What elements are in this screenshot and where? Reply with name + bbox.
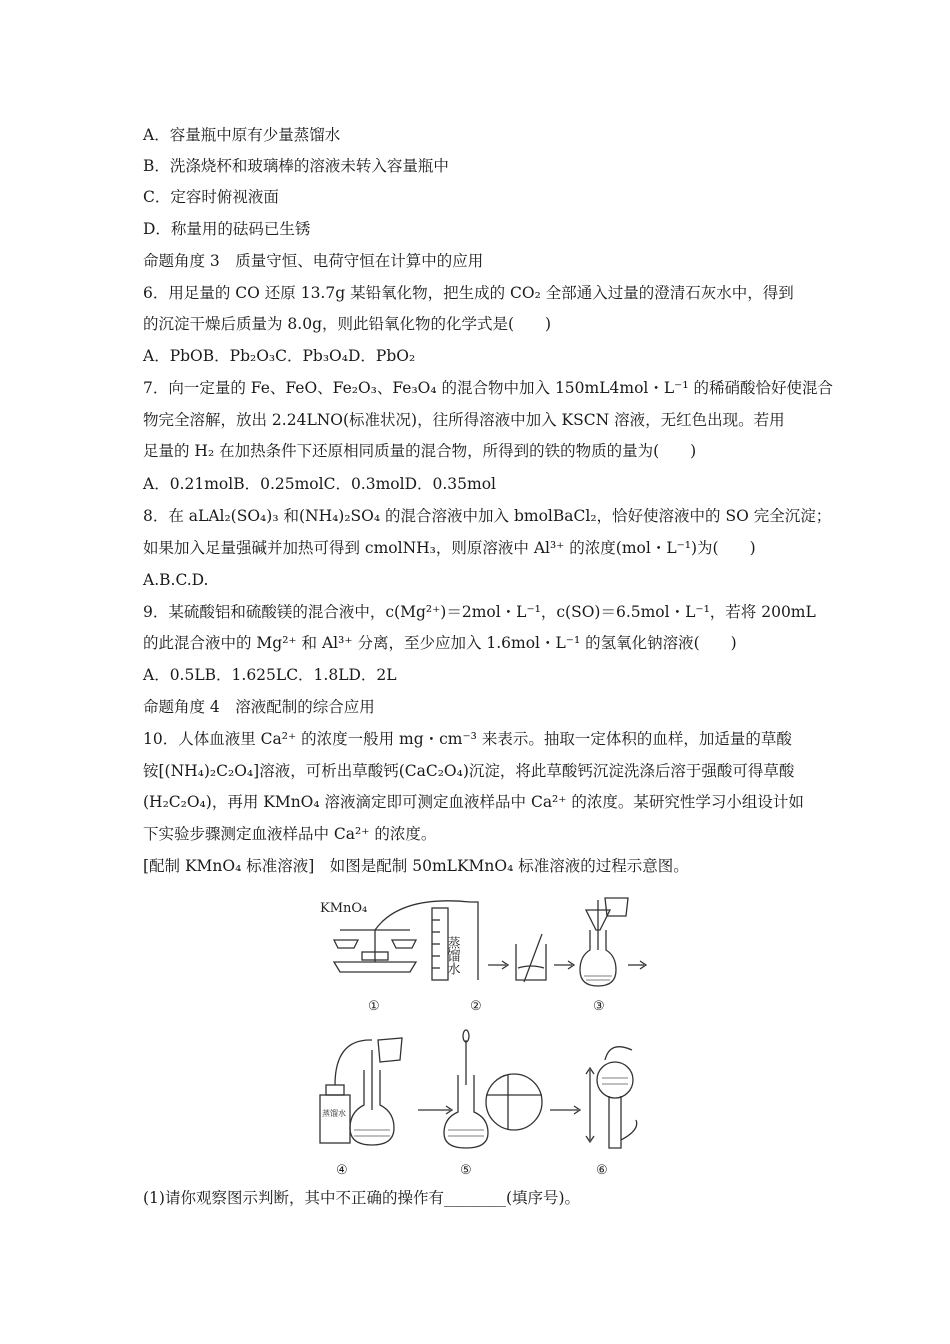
volumetric-flask-4 xyxy=(350,1038,402,1145)
question-text: 的沉淀干燥后质量为 8.0g，则此铅氧化物的化学式是( ) xyxy=(143,315,552,333)
question-text: 9．某硫酸铝和硫酸镁的混合液中，c(Mg²⁺)＝2mol・L⁻¹，c(SO)＝6.5mol・L⁻¹，若将 200mL xyxy=(143,603,816,621)
step-number: ⑥ xyxy=(596,1163,608,1178)
question-text: (H₂C₂O₄)，再用 KMnO₄ 溶液滴定即可测定血液样品中 Ca²⁺ 的浓度。某研究性学习小组设计如 xyxy=(143,793,804,811)
answer-options: A．0.5LB．1.625LC．1.8LD．2L xyxy=(143,666,397,684)
water-label: 蒸馏水 xyxy=(444,936,460,975)
question-text: 下实验步骤测定血液样品中 Ca²⁺ 的浓度。 xyxy=(143,825,437,843)
step-number: ③ xyxy=(593,999,605,1014)
step-number: ② xyxy=(470,999,482,1014)
step-number: ① xyxy=(368,999,380,1014)
figure-intro: [配制 KMnO₄ 标准溶液] 如图是配制 50mLKMnO₄ 标准溶液的过程示意图。 xyxy=(143,857,689,875)
volumetric-flask-3 xyxy=(580,898,628,986)
option-line: A．容量瓶中原有少量蒸馏水 xyxy=(143,126,341,144)
bottle-label: 蒸馏水 xyxy=(322,1109,346,1118)
solution-preparation-diagram xyxy=(310,890,650,1180)
question-text: 7．向一定量的 Fe、FeO、Fe₂O₃、Fe₃O₄ 的混合物中加入 150mL4mol・L⁻¹ 的稀硝酸恰好使混合 xyxy=(143,379,833,397)
option-line: B．洗涤烧杯和玻璃棒的溶液未转入容量瓶中 xyxy=(143,157,449,175)
inverted-flask xyxy=(586,1047,637,1148)
question-text: 8．在 aLAl₂(SO₄)₃ 和(NH₄)₂SO₄ 的混合溶液中加入 bmolBaCl₂，恰好使溶液中的 SO 完全沉淀； xyxy=(143,507,832,525)
question-text: 足量的 H₂ 在加热条件下还原相同质量的混合物，所得到的铁的物质的量为( ) xyxy=(143,442,697,460)
question-text: 10．人体血液里 Ca²⁺ 的浓度一般用 mg・cm⁻³ 来表示。抽取一定体积的血样，加适量的草酸 xyxy=(143,730,792,748)
question-text: (1)请你观察图示判断，其中不正确的操作有________(填序号)。 xyxy=(143,1189,581,1207)
option-line: D．称量用的砝码已生锈 xyxy=(143,220,311,238)
answer-options: A.B.C.D. xyxy=(143,571,209,589)
reagent-label: KMnO₄ xyxy=(320,901,368,916)
question-text: 铵[(NH₄)₂C₂O₄]溶液，可析出草酸钙(CaC₂O₄)沉淀，将此草酸钙沉淀洗涤后溶于强酸可得草酸 xyxy=(143,762,795,780)
answer-options: A．PbOB．Pb₂O₃C．Pb₃O₄D．PbO₂ xyxy=(143,347,416,365)
step-number: ⑤ xyxy=(460,1163,472,1178)
option-line: C．定容时俯视液面 xyxy=(143,188,279,206)
beaker-with-rod xyxy=(516,934,546,982)
question-text: 6．用足量的 CO 还原 13.7g 某铅氧化物，把生成的 CO₂ 全部通入过量的澄清石灰水中，得到 xyxy=(143,284,794,302)
answer-options: A．0.21molB．0.25molC．0.3molD．0.35mol xyxy=(143,475,497,493)
question-text: 的此混合液中的 Mg²⁺ 和 Al³⁺ 分离，至少应加入 1.6mol・L⁻¹ 的氢氧化钠溶液( ) xyxy=(143,634,737,652)
question-text: 物完全溶解，放出 2.24LNO(标准状况)，往所得溶液中加入 KSCN 溶液，无红色出现。若用 xyxy=(143,411,785,429)
step-number: ④ xyxy=(336,1163,348,1178)
question-text: 如果加入足量强碱并加热可得到 cmolNH₃，则原溶液中 Al³⁺ 的浓度(mol・L⁻¹)为( ) xyxy=(143,539,756,557)
section-heading: 命题角度 4 溶液配制的综合应用 xyxy=(143,698,375,716)
section-heading: 命题角度 3 质量守恒、电荷守恒在计算中的应用 xyxy=(143,252,484,270)
